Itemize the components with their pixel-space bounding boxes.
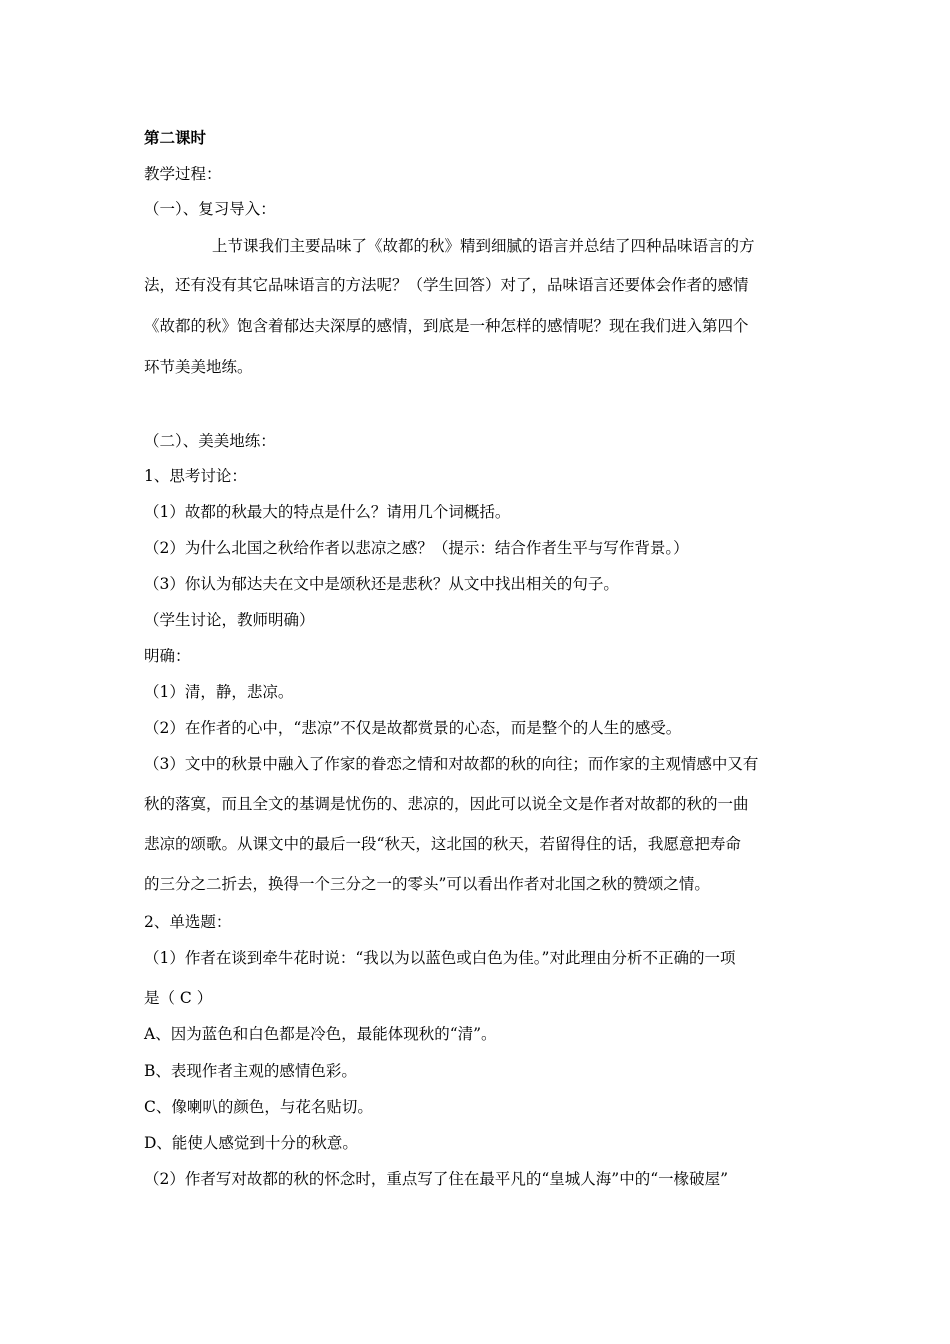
paragraph-line: 环节美美地练。	[144, 358, 253, 376]
paragraph-line: 《故都的秋》饱含着郁达夫深厚的感情，到底是一种怎样的感情呢？现在我们进入第四个	[144, 317, 749, 335]
option-item: C、像喇叭的颜色，与花名贴切。	[144, 1098, 373, 1116]
option-item: B、表现作者主观的感情色彩。	[144, 1062, 357, 1080]
option-item: A、因为蓝色和白色都是冷色，最能体现秋的“清”。	[144, 1025, 497, 1043]
question-item: （1）故都的秋最大的特点是什么？请用几个词概括。	[144, 503, 511, 521]
question-item: （3）你认为郁达夫在文中是颂秋还是悲秋？从文中找出相关的句子。	[144, 575, 619, 593]
paragraph-line: 上节课我们主要品味了《故都的秋》精到细腻的语言并总结了四种品味语言的方	[212, 237, 755, 255]
question-item: （2）为什么北国之秋给作者以悲凉之感？（提示：结合作者生平与写作背景。）	[144, 539, 689, 557]
paragraph-line: 法，还有没有其它品味语言的方法呢？（学生回答）对了，品味语言还要体会作者的感情	[144, 276, 749, 294]
question-group-title: 2、单选题：	[144, 913, 232, 931]
process-label: 教学过程：	[144, 165, 222, 183]
question-stem-line: （1）作者在谈到牵牛花时说：“我以为以蓝色或白色为佳。”对此理由分析不正确的一项	[144, 949, 736, 967]
answer-line: （3）文中的秋景中融入了作家的眷恋之情和对故都的秋的向往；而作家的主观情感中又有	[144, 755, 759, 773]
answer-line: 悲凉的颂歌。从课文中的最后一段“秋天，这北国的秋天，若留得住的话，我愿意把寿命	[144, 835, 741, 853]
answer-item: （1）清，静，悲凉。	[144, 683, 294, 701]
answer-item: （2）在作者的心中，“悲凉”不仅是故都赏景的心态，而是整个的人生的感受。	[144, 719, 682, 737]
section-title-practice: （二）、美美地练：	[144, 432, 276, 450]
answer-line: 的三分之二折去，换得一个三分之一的零头”可以看出作者对北国之秋的赞颂之情。	[144, 875, 710, 893]
question-group-title: 1、思考讨论：	[144, 467, 247, 485]
question-stem-line: （2）作者写对故都的秋的怀念时，重点写了住在最平凡的“皇城人海”中的“一椽破屋”	[144, 1170, 729, 1188]
discussion-note: （学生讨论，教师明确）	[144, 611, 315, 629]
question-stem-line: 是（ C ）	[144, 989, 213, 1007]
clarify-label: 明确：	[144, 647, 191, 665]
answer-line: 秋的落寞，而且全文的基调是忧伤的、悲凉的，因此可以说全文是作者对故都的秋的一曲	[144, 795, 749, 813]
lesson-heading: 第二课时	[144, 129, 207, 147]
section-title-review: （一）、复习导入：	[144, 200, 276, 218]
option-item: D、能使人感觉到十分的秋意。	[144, 1134, 358, 1152]
